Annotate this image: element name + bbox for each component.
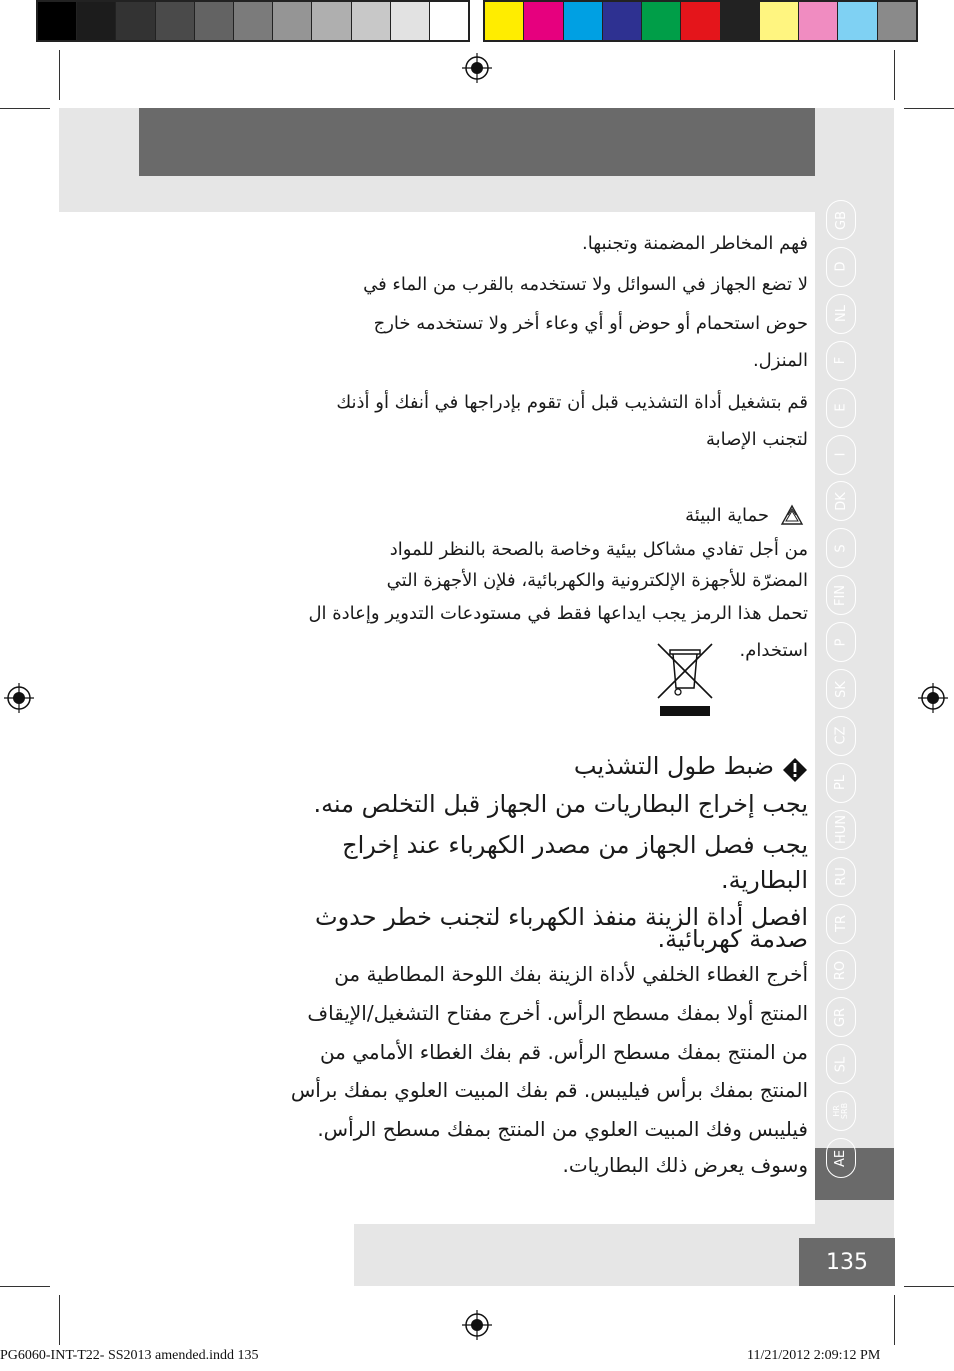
- text-line: المنتج أولا بمفك مسطح الرأس. أخرج مفتاح التشغيل/الإيقاف: [307, 1001, 808, 1025]
- color-swatch: [721, 2, 760, 40]
- text-line: افصل أداة الزينة منفذ الكهرباء لتجنب خطر حدوث: [314, 903, 808, 931]
- text-line: قم بتشغيل أداة التشذيب قبل أن تقوم بإدراجها في أنفك أو أذنك: [336, 392, 808, 413]
- text-line: المضرّة للأجهزة الإلكترونية والكهربائية، فلإن الأجهزة التي: [386, 570, 808, 591]
- language-tab-ru: RU: [826, 857, 856, 897]
- language-tab-f: F: [826, 341, 856, 381]
- text-line: يجب إخراج البطاريات من الجهاز قبل التخلص منه.: [313, 790, 808, 818]
- color-swatch: [430, 2, 468, 40]
- language-tab-ro: RO: [826, 950, 856, 990]
- color-swatch: [642, 2, 681, 40]
- text-line: وسوف يعرض ذلك البطاريات.: [562, 1153, 808, 1177]
- recycle-icon: [779, 503, 805, 529]
- language-tab-nl: NL: [826, 294, 856, 334]
- color-swatch: [156, 2, 195, 40]
- text-line: من المنتج بمفك مسطح الرأس. قم بفك الغطاء الأمامي من: [319, 1040, 808, 1064]
- text-line: من أجل تفادي مشاكل بيئية وخاصة بالصحة بالنظر للمواد: [389, 539, 808, 560]
- text-line: تحمل هذا الرمز يجب ايداعها فقط في مستودعات التدوير وإعادة ال: [308, 603, 808, 624]
- color-swatch: [564, 2, 603, 40]
- language-tab-hun: HUN: [826, 810, 856, 850]
- language-tab-pl: PL: [826, 763, 856, 803]
- language-tab-hr-srb: HR SRB: [826, 1091, 856, 1131]
- language-tab-s: S: [826, 528, 856, 568]
- crop-mark: [0, 108, 50, 109]
- text-line: المنتج بمفك برأس فيليبس. قم بفك المبيت العلوي بمفك برأس: [290, 1078, 808, 1102]
- color-swatch: [391, 2, 430, 40]
- crop-mark: [894, 50, 895, 100]
- crop-mark: [894, 1295, 895, 1345]
- registration-mark-right-icon: [918, 683, 948, 713]
- environment-heading: حماية البيئة: [685, 505, 769, 526]
- language-tab-i: I: [826, 435, 856, 475]
- color-swatch: [485, 2, 524, 40]
- warning-icon: [782, 757, 808, 783]
- crop-mark: [59, 50, 60, 100]
- language-tab-p: P: [826, 622, 856, 662]
- language-tab-ae: AE: [826, 1138, 856, 1178]
- text-line: أخرج الغطاء الخلفي لأداة الزينة بفك اللوحة المطاطية من: [334, 962, 808, 986]
- language-tab-fin: FIN: [826, 575, 856, 615]
- header-bar: [139, 108, 815, 176]
- color-swatch: [38, 2, 77, 40]
- color-swatch: [878, 2, 916, 40]
- color-swatch: [195, 2, 234, 40]
- trim-heading: ضبط طول التشذيب: [573, 752, 774, 780]
- file-slug: PG6060-INT-T22- SS2013 amended.indd 135: [0, 1348, 259, 1363]
- text-line: لتجنب الإصابة: [705, 429, 808, 450]
- crop-mark: [0, 1286, 50, 1287]
- language-tab-sl: SL: [826, 1044, 856, 1084]
- language-tab-dk: DK: [826, 481, 856, 521]
- text-line: يجب فصل الجهاز من مصدر الكهرباء عند إخراج: [342, 831, 808, 859]
- language-tab-e: E: [826, 388, 856, 428]
- color-swatch: [312, 2, 351, 40]
- color-swatch: [352, 2, 391, 40]
- text-line: البطارية.: [721, 866, 808, 894]
- color-swatch: [681, 2, 720, 40]
- text-line: صدمة كهربائية.: [657, 925, 808, 953]
- text-line: فيليبس وفك المبيت العلوي من المنتج بمفك مسطح الرأس.: [317, 1117, 808, 1141]
- text-line: لا تضع الجهاز في السوائل ولا تستخدمه بالقرب من الماء في: [363, 274, 808, 295]
- page-number: 135: [799, 1238, 895, 1286]
- text-line: فهم المخاطر المضمنة وتجنبها.: [582, 233, 808, 254]
- language-tab-sk: SK: [826, 669, 856, 709]
- text-line: حوض استحمام أو حوض أو أي وعاء أخر ولا تستخدمه خارج: [373, 313, 808, 334]
- color-swatch: [799, 2, 838, 40]
- registration-mark-left-icon: [4, 683, 34, 713]
- color-swatch: [524, 2, 563, 40]
- language-tab-d: D: [826, 247, 856, 287]
- color-bar-process: [483, 0, 918, 42]
- color-swatch: [838, 2, 877, 40]
- text-line: المنزل.: [752, 350, 808, 371]
- color-swatch: [116, 2, 155, 40]
- language-tab-tr: TR: [826, 904, 856, 944]
- color-swatch: [760, 2, 799, 40]
- crop-mark: [904, 108, 954, 109]
- language-tab-gb: GB: [826, 200, 856, 240]
- color-swatch: [234, 2, 273, 40]
- color-swatch: [77, 2, 116, 40]
- crop-mark: [59, 1295, 60, 1345]
- color-swatch: [603, 2, 642, 40]
- weee-bin-icon: [656, 640, 714, 718]
- language-tab-gr: GR: [826, 997, 856, 1037]
- registration-mark-top-icon: [462, 53, 492, 83]
- crop-mark: [904, 1286, 954, 1287]
- color-swatch: [273, 2, 312, 40]
- color-bar-grayscale: [36, 0, 470, 42]
- date-slug: 11/21/2012 2:09:12 PM: [747, 1348, 881, 1363]
- registration-mark-bottom-icon: [462, 1310, 492, 1340]
- text-line: استخدام.: [739, 640, 808, 661]
- language-tab-cz: CZ: [826, 716, 856, 756]
